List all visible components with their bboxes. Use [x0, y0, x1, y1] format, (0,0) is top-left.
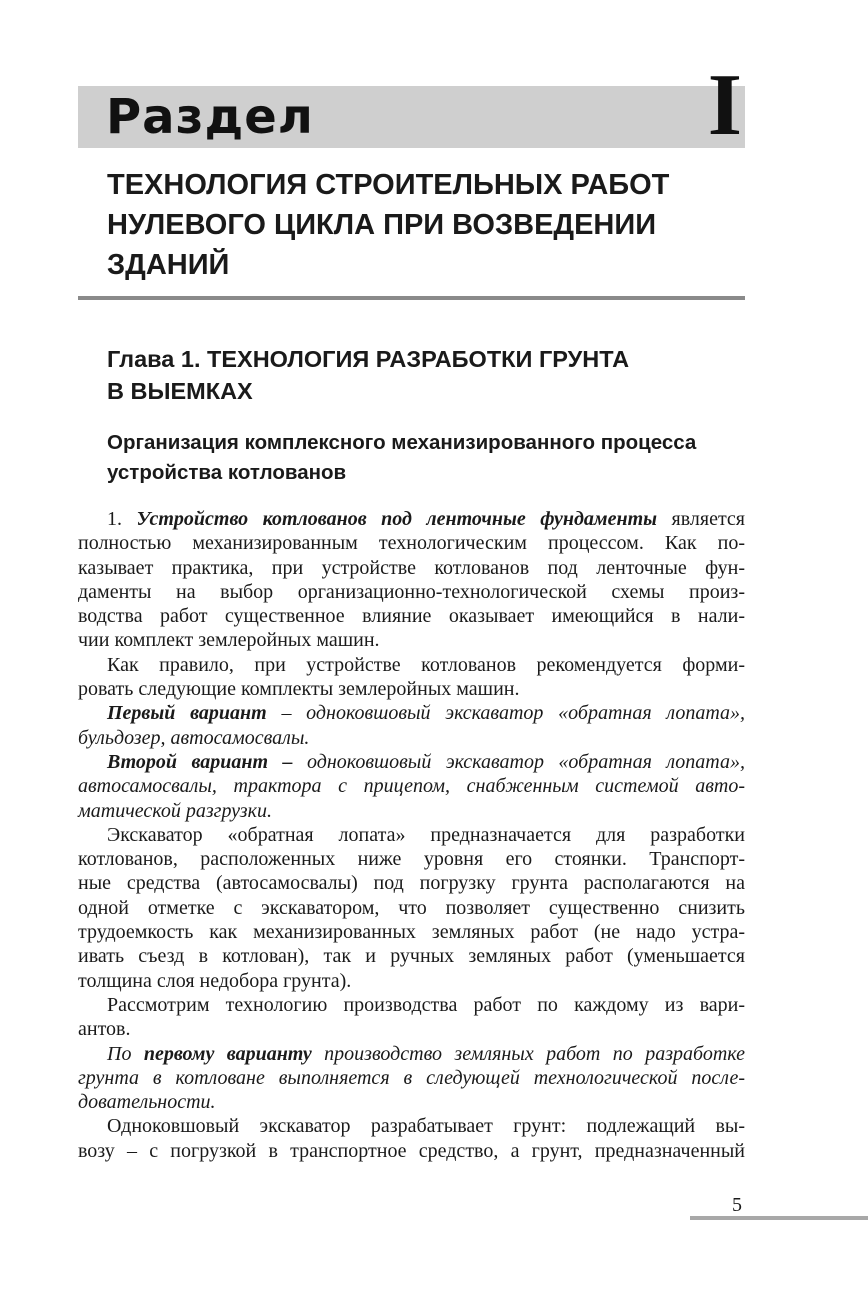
paragraph-3-line: бульдозер, автосамосвалы.: [78, 726, 310, 749]
paragraph-1-line: водства работ существенное влияние оказывает имеющийся в нали-: [78, 605, 745, 628]
paragraph-2-line: Как правило, при устройстве котлованов рекомендуется форми-: [107, 653, 745, 676]
paragraph-5-line: ные средства (автосамосвалы) под погрузку грунта располагаются на: [78, 872, 745, 895]
variant-label: Второй вариант –: [107, 750, 293, 773]
paragraph-7-line: довательности.: [78, 1091, 216, 1114]
section-label: Раздел: [106, 89, 314, 145]
body-text: [78, 507, 745, 1163]
paragraph-1-line: полностью механизированным технологическим процессом. Как по-: [78, 532, 745, 555]
subsection-title: [107, 428, 747, 488]
paragraph-5-line: ивать съезд в котлован), так и ручных земляных работ (уменьшается: [78, 945, 745, 968]
footer-rule: [690, 1216, 868, 1220]
chapter-title-line: В ВЫЕМКАХ: [107, 378, 253, 404]
subsection-title-line: устройства котлованов: [107, 461, 347, 484]
section-numeral: I: [707, 57, 742, 154]
paragraph-5-line: толщина слоя недобора грунта).: [78, 969, 352, 992]
paragraph-6-line: антов.: [78, 1018, 131, 1041]
paragraph-5-line: трудоемкость как механизированных земляных работ (не надо устра-: [78, 921, 745, 944]
paragraph-3-line: Первый вариант – одноковшовый экскаватор «обратная лопата»,: [107, 702, 746, 725]
variant-label: Первый вариант: [107, 702, 267, 725]
term-emphasis: Устройство котлованов под ленточные фундаменты: [136, 508, 658, 530]
title-divider: [78, 296, 745, 300]
paragraph-4-line: Второй вариант – одноковшовый экскаватор «обратная лопата»,: [107, 750, 745, 773]
chapter-title: [107, 343, 727, 407]
part-title: [107, 165, 737, 285]
paragraph-5-line: одной отметке с экскаватором, что позволяет существенно снизить: [78, 896, 745, 919]
paragraph-8-line: возу – с погрузкой в транспортное средство, а грунт, предназначенный: [78, 1139, 745, 1162]
paragraph-1-line: 1. Устройство котлованов под ленточные фундаменты является: [107, 508, 746, 530]
paragraph-1-line: чии комплект землеройных машин.: [78, 629, 380, 652]
paragraph-7-line: По первому варианту производство земляных работ по разработке: [107, 1042, 745, 1065]
paragraph-1-line: даменты на выбор организационно-технологической схемы произ-: [78, 580, 745, 603]
paragraph-7-line: грунта в котловане выполняется в следующей технологической после-: [78, 1066, 745, 1089]
variant-emphasis: первому варианту: [143, 1042, 312, 1065]
paragraph-5-line: Экскаватор «обратная лопата» предназначается для разработки: [107, 823, 745, 846]
part-title-line: НУЛЕВОГО ЦИКЛА ПРИ ВОЗВЕДЕНИИ: [107, 209, 657, 241]
paragraph-4-line: автосамосвалы, трактора с прицепом, снабженным системой авто-: [78, 775, 745, 798]
chapter-title-line: Глава 1. ТЕХНОЛОГИЯ РАЗРАБОТКИ ГРУНТА: [107, 346, 630, 372]
subsection-title-line: Организация комплексного механизированного процесса: [107, 431, 697, 454]
part-title-line: ЗДАНИЙ: [107, 249, 230, 281]
part-title-line: ТЕХНОЛОГИЯ СТРОИТЕЛЬНЫХ РАБОТ: [107, 169, 670, 201]
paragraph-4-line: матической разгрузки.: [78, 799, 272, 822]
page-number: 5: [732, 1194, 742, 1216]
paragraph-1-line: казывает практика, при устройстве котлованов под ленточные фун-: [78, 556, 745, 579]
paragraph-8-line: Одноковшовый экскаватор разрабатывает грунт: подлежащий вы-: [107, 1115, 745, 1138]
paragraph-6-line: Рассмотрим технологию производства работ по каждому из вари-: [107, 993, 745, 1016]
paragraph-2-line: ровать следующие комплекты землеройных машин.: [78, 678, 520, 701]
paragraph-5-line: котлованов, расположенных ниже уровня его стоянки. Транспорт-: [78, 848, 745, 871]
